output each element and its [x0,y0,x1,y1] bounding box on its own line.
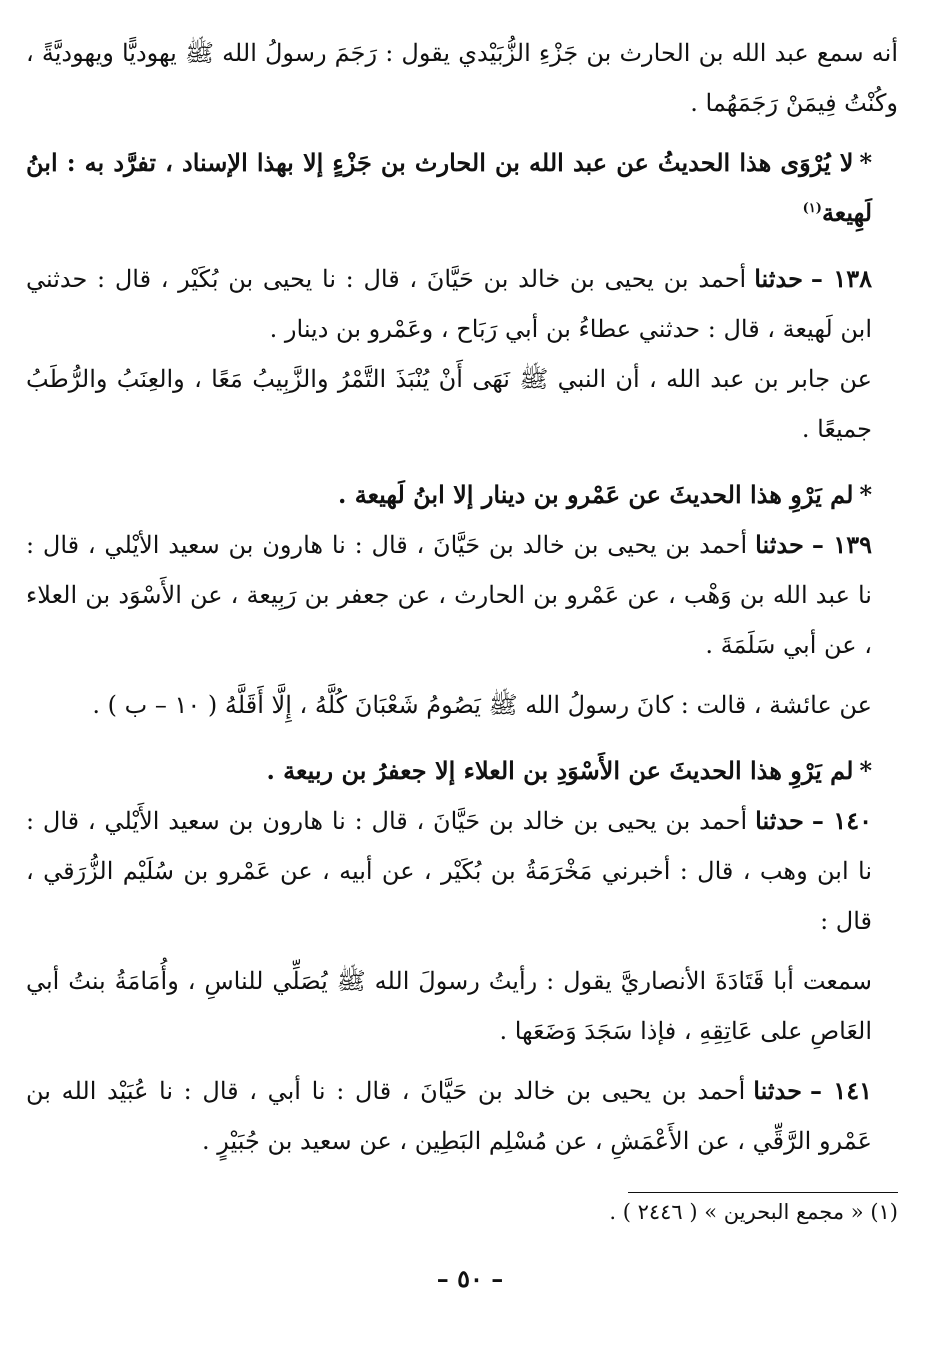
narration-note [26,138,898,238]
hadith-lead: حدثنا [755,806,804,835]
hadith-lead: حدثنا [753,1076,802,1105]
hadith-number: ١٤١ – [809,1076,872,1105]
hadith-lead: حدثنا [754,264,803,293]
matn-text: سمعت أبا قَتَادَةَ الأنصاريَّ يقول : رأيتُ رسولَ الله ﷺ يُصَلِّي للناسِ ، وأُمَامَةُ بنتُ أبي العَاصِ على عَاتِقِهِ ، فإذا سَجَدَ وَضَعَها . [26,967,872,1045]
page-number: – ٥٠ – [436,1264,504,1293]
matn-text: عن عائشة ، قالت : كانَ رسولُ الله ﷺ يَصُومُ شَعْبَانَ كُلَّهُ ، إِلَّا أَقَلَّهُ ( ١٠ – ب ) . [92,691,872,719]
isnad-text: أحمد بن يحيى بن خالد بن حَيَّانَ ، قال : نا أبي ، قال : نا عُبَيْد الله بن عَمْرو الرَّقِّي ، عن الأَعْمَشِ ، عن مُسْلِم البَطِين ، عن سعيد بن جُبَيْرٍ . [26,1077,872,1155]
hadith-matn-139 [26,680,898,730]
hadith-isnad-139 [26,520,898,670]
isnad-text: أحمد بن يحيى بن خالد بن حَيَّانَ ، قال : نا يحيى بن بُكَيْر ، قال : حدثني ابن لَهيعة ، قال : حدثني عطاءُ بن أبي رَبَاح ، وعَمْرو بن دينار . [26,265,872,343]
narration-note [26,746,898,796]
isnad-text: أحمد بن يحيى بن خالد بن حَيَّانَ ، قال : نا هارون بن سعيد الأيْلي ، قال : نا عبد الله بن وَهْب ، عن عَمْرو بن الحارث ، عن جعفر بن رَبِيعة ، عن الأَسْوَد بن العلاء ، عن أبي سَلَمَةَ . [26,531,872,659]
hadith-matn-138 [26,354,898,454]
narration-note [26,470,898,520]
matn-text: عن جابر بن عبد الله ، أن النبي ﷺ نَهَى أَنْ يُنْبَذَ التَّمْرُ والزَّبِيبُ مَعًا ، والعِنَبُ والرُّطَبُ جميعًا . [26,365,872,443]
hadith-lead: حدثنا [755,530,804,559]
star-marker: * [859,756,872,785]
note-text: لم يَرْوِ هذا الحديثَ عن الأَسْوَدِ بن العلاء إلا جعفرُ بن ربيعة . [266,756,854,785]
footnote-marker: (١) [870,1200,898,1224]
footnote-reference: (١) [802,201,822,216]
note-text: لم يَرْوِ هذا الحديثَ عن عَمْرو بن دينار إلا ابنُ لَهيعة . [338,480,854,509]
hadith-number: ١٣٩ – [811,530,873,559]
hadith-text-137 [26,28,898,128]
footnote [26,1196,898,1228]
hadith-matn-140 [26,956,898,1056]
hadith-isnad-140 [26,796,898,946]
hadith-isnad-141 [26,1066,898,1166]
hadith-number: ١٤٠ – [811,806,873,835]
star-marker: * [859,480,872,509]
footnote-divider [628,1192,898,1193]
footnote-text: « مجمع البحرين » ( ٢٤٤٦ ) . [609,1200,864,1224]
isnad-text: أحمد بن يحيى بن خالد بن حَيَّانَ ، قال : نا هارون بن سعيد الأَيْلي ، قال : نا ابن وهب ، قال : أخبرني مَخْرَمَةُ بن بُكَيْر ، عن أبيه ، عن عَمْرو بن سُلَيْم الزُّرَقي ، قال : [26,807,872,935]
paragraph-text: أنه سمع عبد الله بن الحارث بن جَزْءِ الزُّبَيْدي يقول : رَجَمَ رسولُ الله ﷺ يهوديًّا ويهوديَّةً ، وكُنْتُ فِيمَنْ رَجَمَهُما . [26,39,898,117]
note-text: لا يُرْوَى هذا الحديثُ عن عبد الله بن الحارث بن جَزْءٍ إلا بهذا الإسناد ، تفرَّد به : ابنُ لَهِيعة [26,148,872,227]
star-marker: * [859,148,872,177]
hadith-number: ١٣٨ – [810,264,872,293]
hadith-isnad-138 [26,254,898,354]
